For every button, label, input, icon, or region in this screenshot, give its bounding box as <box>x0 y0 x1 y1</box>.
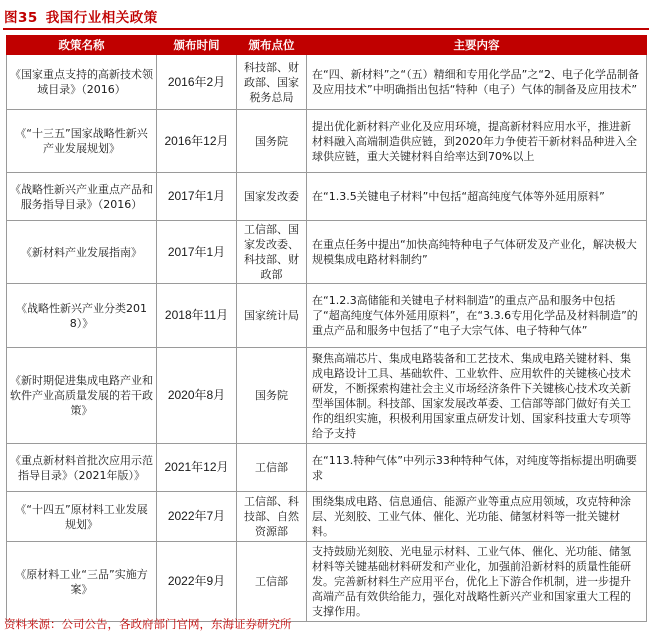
content-cell: 在“四、新材料”之“（五）精细和专用化学品”之“2、电子化学品制备及应用技术”中明确指出包括“特种（电子）气体的制备及应用技术” <box>307 55 647 110</box>
header-policy-name: 政策名称 <box>7 36 157 55</box>
issue-date-cell: 2016年2月 <box>157 55 237 110</box>
content-cell: 在“1.2.3高储能和关键电子材料制造”的重点产品和服务中包括了“超高纯度气体外延用原料”，在“3.3.6专用化学品及材料制造”的重点产品和服务中包括了“电子大宗气体、电子特种气体” <box>307 284 647 348</box>
title-divider <box>3 28 649 30</box>
policy-name-cell: 《战略性新兴产业重点产品和服务指导目录》（2016） <box>7 173 157 221</box>
policy-name-cell: 《战略性新兴产业分类2018）》 <box>7 284 157 348</box>
policy-name-cell: 《国家重点支持的高新技术领域目录》（2016） <box>7 55 157 110</box>
issue-date-cell: 2020年8月 <box>157 348 237 444</box>
table-header-row <box>7 36 647 55</box>
issue-date-cell: 2017年1月 <box>157 221 237 284</box>
issuer-cell: 国务院 <box>237 110 307 173</box>
figure-title-text: 我国行业相关政策 <box>45 10 158 26</box>
figure-title <box>4 6 158 26</box>
policy-name-cell: 《“十三五”国家战略性新兴产业发展规划》 <box>7 110 157 173</box>
issue-date-cell: 2018年11月 <box>157 284 237 348</box>
issue-date-cell: 2022年7月 <box>157 492 237 542</box>
issuer-cell: 科技部、财政部、国家税务总局 <box>237 55 307 110</box>
issuer-cell: 国务院 <box>237 348 307 444</box>
table-row <box>7 110 647 173</box>
header-main-content: 主要内容 <box>307 36 647 55</box>
policy-table <box>6 35 647 622</box>
issue-date-cell: 2022年9月 <box>157 542 237 622</box>
table-row <box>7 55 647 110</box>
table-row <box>7 221 647 284</box>
policy-name-cell: 《“十四五”原材料工业发展规划》 <box>7 492 157 542</box>
issuer-cell: 工信部、科技部、自然资源部 <box>237 492 307 542</box>
policy-name-cell: 《原材料工业“三品”实施方案》 <box>7 542 157 622</box>
issue-date-cell: 2021年12月 <box>157 444 237 492</box>
policy-name-cell: 《重点新材料首批次应用示范指导目录》（2021年版）》 <box>7 444 157 492</box>
content-cell: 围绕集成电路、信息通信、能源产业等重点应用领域，攻克特种涂层、光刻胶、工业气体、催化、光功能、储氢材料等一批关键材料。 <box>307 492 647 542</box>
figure-number: 图35 <box>4 10 38 26</box>
issuer-cell: 工信部、国家发改委、科技部、财政部 <box>237 221 307 284</box>
content-cell: 聚焦高端芯片、集成电路装备和工艺技术、集成电路关键材料、集成电路设计工具、基础软件、工业软件、应用软件的关键核心技术研发，不断探索构建社会主义市场经济条件下关键核心技术攻关新型举国体制。科技部、国家发展改革委、工信部等部门做好有关工作的组织实施，积极利用国家重点研发计划、国家科技重大专项等给予支持 <box>307 348 647 444</box>
issue-date-cell: 2016年12月 <box>157 110 237 173</box>
policy-name-cell: 《新时期促进集成电路产业和软件产业高质量发展的若干政策》 <box>7 348 157 444</box>
content-cell: 在“1.3.5关键电子材料”中包括“超高纯度气体等外延用原料” <box>307 173 647 221</box>
table-row <box>7 348 647 444</box>
table-row <box>7 173 647 221</box>
source-note: 资料来源：公司公告，各政府部门官网，东海证券研究所 <box>4 617 292 631</box>
header-issuer: 颁布点位 <box>237 36 307 55</box>
content-cell: 提出优化新材料产业化及应用环境，提高新材料应用水平，推进新材料融入高端制造供应链，到2020年力争使若干新材料品种进入全球供应链，重大关键材料自给率达到70%以上 <box>307 110 647 173</box>
issuer-cell: 国家统计局 <box>237 284 307 348</box>
policy-name-cell: 《新材料产业发展指南》 <box>7 221 157 284</box>
table-row <box>7 542 647 622</box>
content-cell: 在“113.特种气体”中列示33种特种气体，对纯度等指标提出明确要求 <box>307 444 647 492</box>
table-row <box>7 492 647 542</box>
content-cell: 在重点任务中提出“加快高纯特种电子气体研发及产业化，解决极大规模集成电路材料制约” <box>307 221 647 284</box>
content-cell: 支持鼓励光刻胶、光电显示材料、工业气体、催化、光功能、储氢材料等关键基础材料研发和产业化，加强前沿新材料的质量性能研发。完善新材料生产应用平台，优化上下游合作机制，进一步提升高端产品有效供给能力，强化对战略性新兴产业和国家重大工程的支撑作用。 <box>307 542 647 622</box>
table-row <box>7 284 647 348</box>
issuer-cell: 国家发改委 <box>237 173 307 221</box>
header-issue-date: 颁布时间 <box>157 36 237 55</box>
issue-date-cell: 2017年1月 <box>157 173 237 221</box>
issuer-cell: 工信部 <box>237 444 307 492</box>
table-row <box>7 444 647 492</box>
issuer-cell: 工信部 <box>237 542 307 622</box>
